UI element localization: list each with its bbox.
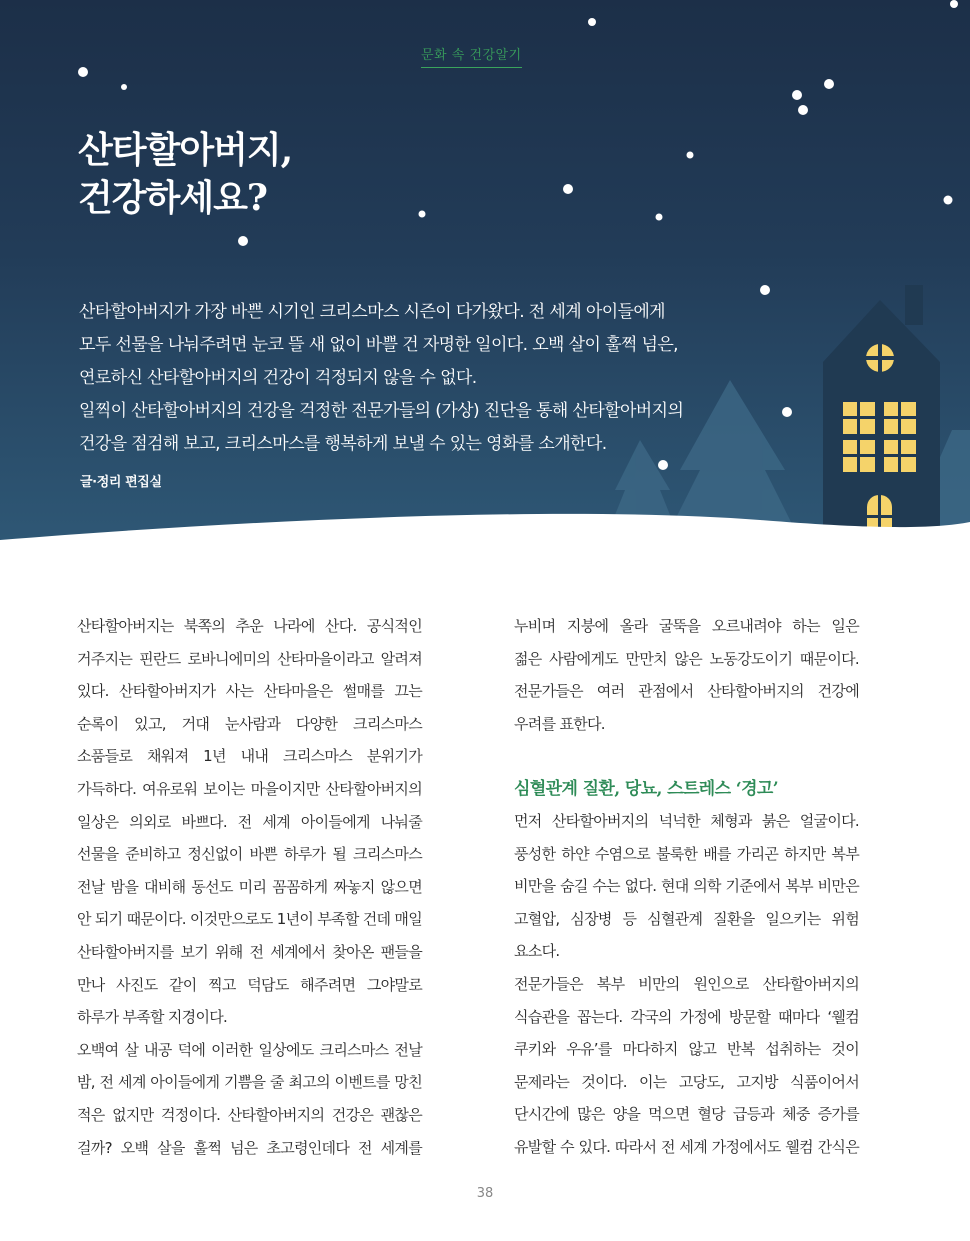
body-line: 밤, 전 세계 아이들에게 기쁨을 줄 최고의 이벤트를 망친	[77, 1073, 422, 1092]
body-line: 전문가들은 복부 비만의 원인으로 산타할아버지의	[514, 974, 859, 993]
snow-dot-icon	[121, 84, 127, 90]
snow-dot-icon	[588, 18, 596, 26]
snow-dot-icon	[760, 285, 770, 295]
house-icon	[823, 285, 940, 545]
body-line: 산타할아버지는 북쪽의 추운 나라에 산다. 공식적인	[77, 617, 422, 635]
body-line: 먼저 산타할아버지의 넉넉한 체형과 붉은 얼굴이다.	[514, 811, 859, 830]
page-number: 38	[476, 1186, 494, 1201]
intro-line: 건강을 점검해 보고, 크리스마스를 행복하게 보낼 수 있는 영화를 소개한다.	[79, 434, 607, 454]
body-line: 소품들로 채워져 1년 내내 크리스마스 분위기가	[77, 747, 422, 766]
body-line: 단시간에 많은 양을 먹으면 혈당 급등과 체중 증가를	[514, 1105, 859, 1124]
snow-dot-icon	[824, 79, 834, 89]
body-line: 순록이 있고, 거대 눈사람과 다양한 크리스마스	[77, 714, 422, 733]
body-line: 젊은 사람에게도 만만치 않은 노동강도이기 때문이다.	[514, 649, 859, 668]
article-column-left	[77, 610, 422, 1164]
page-title	[78, 126, 292, 222]
snow-dot-icon	[658, 460, 668, 470]
section-subheading: 심혈관계 질환, 당뇨, 스트레스 ‘경고’	[514, 778, 779, 799]
body-line: 가득하다. 여유로워 보이는 마을이지만 산타할아버지의	[77, 779, 422, 798]
body-line: 만나 사진도 같이 찍고 덕담도 해주려면 그야말로	[77, 975, 422, 994]
section-tag: 문화 속 건강알기	[421, 44, 522, 68]
body-line: 적은 없지만 걱정이다. 산타할아버지의 건강은 괜찮은	[77, 1105, 422, 1124]
body-line: 전날 밤을 대비해 동선도 미리 꼼꼼하게 짜놓지 않으면	[77, 877, 422, 896]
body-line: 쿠키와 우유’를 마다하지 않고 반복 섭취하는 것이	[514, 1040, 859, 1059]
body-line: 유발할 수 있다. 따라서 전 세계 가정에서도 웰컴 간식은	[514, 1137, 859, 1156]
snow-dot-icon	[687, 152, 694, 159]
body-line: 거주지는 핀란드 로바니에미의 산타마을이라고 알려져	[77, 649, 422, 668]
article-column-right	[514, 610, 859, 1164]
intro-line: 일찍이 산타할아버지의 건강을 걱정한 전문가들의 (가상) 진단을 통해 산타할아버지의	[79, 401, 684, 421]
intro-line: 모두 선물을 나눠주려면 눈코 뜰 새 없이 바쁠 건 자명한 일이다. 오백 살이 훌쩍 넘은,	[79, 335, 678, 355]
body-line: 비만을 숨길 수는 없다. 현대 의학 기준에서 복부 비만은	[514, 877, 859, 896]
snow-dot-icon	[792, 90, 802, 100]
body-line: 누비며 지붕에 올라 굴뚝을 오르내려야 하는 일은	[514, 617, 859, 635]
body-line: 고혈압, 심장병 등 심혈관계 질환을 일으키는 위험	[514, 909, 859, 928]
snow-dot-icon	[419, 211, 426, 218]
body-line: 선물을 준비하고 정신없이 바쁜 하루가 될 크리스마스	[77, 845, 422, 864]
snow-dot-icon	[798, 105, 808, 115]
body-line: 요소다.	[514, 942, 560, 961]
intro-paragraph	[79, 296, 779, 461]
body-line: 식습관을 꼽는다. 각국의 가정에 방문할 때마다 ‘웰컴	[514, 1007, 859, 1026]
body-line: 일상은 의외로 바쁘다. 전 세계 아이들에게 나눠줄	[77, 812, 422, 831]
body-line: 산타할아버지를 보기 위해 전 세계에서 찾아온 팬들을	[77, 942, 422, 961]
hero-banner	[0, 0, 970, 560]
title-line: 건강하세요?	[78, 177, 267, 219]
paragraph-gap	[514, 740, 859, 773]
body-line: 오백여 살 내공 덕에 이러한 일상에도 크리스마스 전날	[77, 1040, 422, 1059]
snow-dot-icon	[944, 196, 953, 205]
body-line: 하루가 부족할 지경이다.	[77, 1008, 228, 1027]
byline: 글·정리 편집실	[80, 475, 162, 490]
intro-line: 산타할아버지가 가장 바쁜 시기인 크리스마스 시즌이 다가왔다. 전 세계 아이들에게	[79, 302, 665, 322]
body-line: 풍성한 하얀 수염으로 불룩한 배를 가리곤 하지만 복부	[514, 844, 859, 863]
snow-dot-icon	[656, 214, 663, 221]
title-line: 산타할아버지,	[78, 129, 293, 171]
body-line: 전문가들은 여러 관점에서 산타할아버지의 건강에	[514, 682, 859, 701]
intro-line: 연로하신 산타할아버지의 건강이 걱정되지 않을 수 없다.	[79, 368, 477, 388]
body-line: 문제라는 것이다. 이는 고당도, 고지방 식품이어서	[514, 1072, 859, 1091]
snow-dot-icon	[238, 236, 248, 246]
snow-dot-icon	[782, 407, 792, 417]
body-line: 있다. 산타할아버지가 사는 산타마을은 썰매를 끄는	[77, 682, 422, 701]
body-line: 안 되기 때문이다. 이것만으로도 1년이 부족할 건데 매일	[77, 910, 422, 929]
snow-dot-icon	[950, 0, 958, 8]
body-line: 우려를 표한다.	[514, 714, 605, 733]
snow-dot-icon	[563, 184, 573, 194]
snow-dot-icon	[78, 67, 88, 77]
body-line: 걸까? 오백 살을 훌쩍 넘은 초고령인데다 전 세계를	[77, 1138, 422, 1157]
